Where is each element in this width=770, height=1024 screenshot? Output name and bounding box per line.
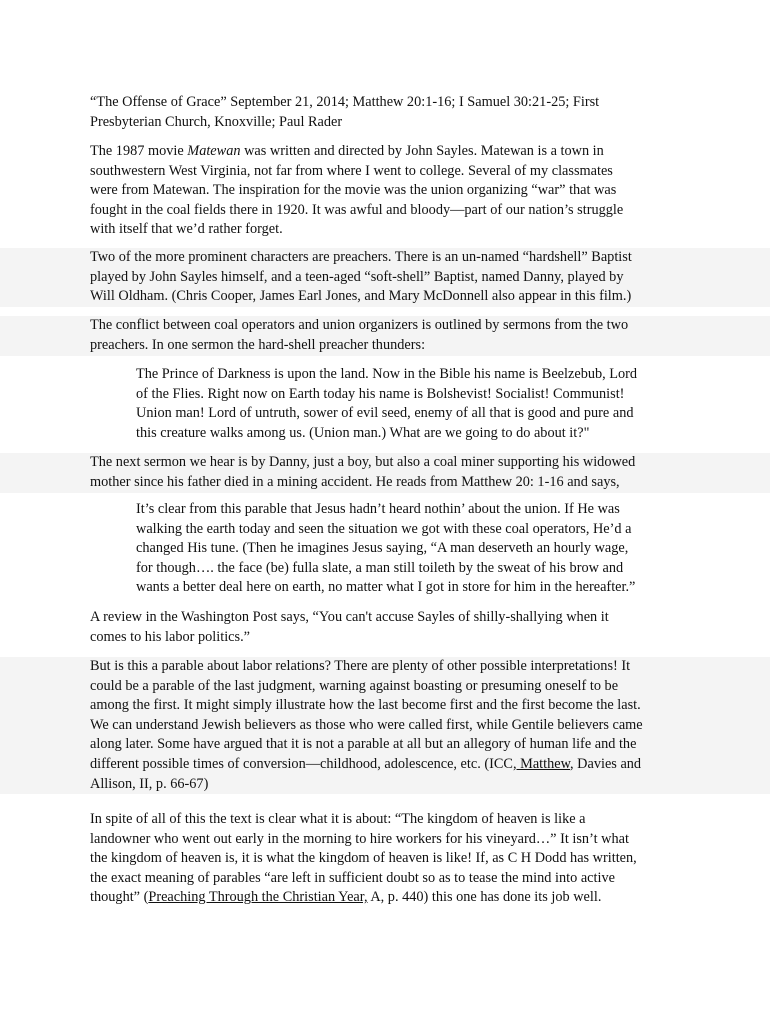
paragraph-line: southwestern West Virginia, not far from where I went to college. Several of my classmates <box>90 162 613 179</box>
document-header <box>0 93 770 133</box>
line-text: , Davies and <box>570 756 642 772</box>
paragraph-line: The conflict between coal operators and union organizers is outlined by sermons from the two <box>90 317 629 333</box>
paragraph-washington-post <box>0 608 770 648</box>
paragraph-line: Allison, II, p. 66-67) <box>90 775 209 792</box>
quote-line: this creature walks among us. (Union man.) What are we going to do about it?" <box>136 424 590 441</box>
paragraph-line: were from Matewan. The inspiration for the movie was the union organizing “war” that was <box>90 182 617 199</box>
paragraph-line <box>90 142 604 162</box>
header-line: Presbyterian Church, Knoxville; Paul Rader <box>90 113 343 130</box>
quote-line: wants a better deal here on earth, no matter what I got in store for him in the hereafter.” <box>136 579 636 596</box>
paragraph-line: could be a parable of the last judgment, warning against boasting or presuming oneself to be <box>90 677 619 694</box>
citation-preaching-through-the-christian-year: Preaching Through the Christian Year, <box>148 889 368 906</box>
paragraph-line: along later. Some have argued that it is not a parable at all but an allegory of human life and the <box>90 736 637 753</box>
quote-line: Union man! Lord of untruth, sower of evil seed, enemy of all that is good and pure and <box>136 405 634 422</box>
paragraph-line: played by John Sayles himself, and a teen-aged “soft-shell” Baptist, named Danny, played by <box>90 268 624 285</box>
line-text: A, p. 440) this one has done its job well. <box>367 889 602 906</box>
line-text: was written and directed by John Sayles. Matewan is a town in <box>240 143 604 159</box>
quote-line: of the Flies. Right now on Earth today his name is Bolshevist! Socialist! Communist! <box>136 385 625 402</box>
paragraph-line: preachers. In one sermon the hard-shell preacher thunders: <box>90 336 426 353</box>
paragraph-line: The next sermon we hear is by Danny, just a boy, but also a coal miner supporting his widowed <box>90 454 636 470</box>
paragraph-interpretations <box>0 657 770 794</box>
quote-line: The Prince of Darkness is upon the land. Now in the Bible his name is Beelzebub, Lord <box>136 366 638 382</box>
paragraph-line: mother since his father died in a mining accident. He reads from Matthew 20: 1-16 and says, <box>90 473 620 490</box>
line-text: The 1987 movie <box>90 143 188 159</box>
citation-matthew: , Matthew <box>512 756 571 772</box>
paragraph-line: But is this a parable about labor relations? There are plenty of other possible interpretations! It <box>90 658 631 674</box>
header-line: “The Offense of Grace” September 21, 2014; Matthew 20:1-16; I Samuel 30:21-25; First <box>90 94 600 110</box>
paragraph-line: We can understand Jewish believers as those who were called first, while Gentile believers came <box>90 716 643 733</box>
quote-line: walking the earth today and seen the situation we got with these coal operators, He’d a <box>136 520 632 537</box>
paragraph-conflict <box>0 316 770 356</box>
paragraph-line: the kingdom of heaven is, it is what the kingdom of heaven is like! If, as C H Dodd has written, <box>90 850 637 867</box>
paragraph-line <box>90 888 601 908</box>
paragraph-kingdom-of-heaven <box>0 810 770 908</box>
paragraph-preachers <box>0 248 770 307</box>
paragraph-line: with itself that we’d rather forget. <box>90 221 283 238</box>
line-text: thought” ( <box>90 889 149 906</box>
paragraph-matewan-intro <box>0 142 770 240</box>
paragraph-line: A review in the Washington Post says, “You can't accuse Sayles of shilly-shallying when it <box>90 609 609 625</box>
quote-line: for though…. the face (be) fulla slate, a man still toileth by the sweat of his brow and <box>136 559 624 576</box>
paragraph-line: comes to his labor politics.” <box>90 628 251 645</box>
paragraph-line <box>90 755 641 775</box>
paragraph-line: fought in the coal fields there in 1920. It was awful and bloody—part of our nation’s struggle <box>90 201 624 218</box>
line-text: different possible times of conversion—childhood, adolescence, etc. (ICC <box>90 756 513 772</box>
paragraph-line: Two of the more prominent characters are preachers. There is an un-named “hardshell” Baptist <box>90 249 632 265</box>
quote-line: changed His tune. (Then he imagines Jesus saying, “A man deserveth an hourly wage, <box>136 540 629 557</box>
movie-title: Matewan <box>187 143 241 159</box>
block-quote-hardshell-sermon <box>0 365 770 444</box>
quote-line: It’s clear from this parable that Jesus hadn’t heard nothin’ about the union. If He was <box>136 501 620 517</box>
paragraph-line: Will Oldham. (Chris Cooper, James Earl Jones, and Mary McDonnell also appear in this film.) <box>90 288 632 305</box>
paragraph-danny-sermon <box>0 453 770 493</box>
paragraph-line: among the first. It might simply illustrate how the last become first and the first become the last. <box>90 697 641 714</box>
block-quote-danny-sermon <box>0 500 770 598</box>
paragraph-line: In spite of all of this the text is clear what it is about: “The kingdom of heaven is like a <box>90 811 586 827</box>
paragraph-line: landowner who went out early in the morning to hire workers for his vineyard…” It isn’t what <box>90 830 629 847</box>
paragraph-line: the exact meaning of parables “are left in sufficient doubt so as to tease the mind into active <box>90 869 615 886</box>
